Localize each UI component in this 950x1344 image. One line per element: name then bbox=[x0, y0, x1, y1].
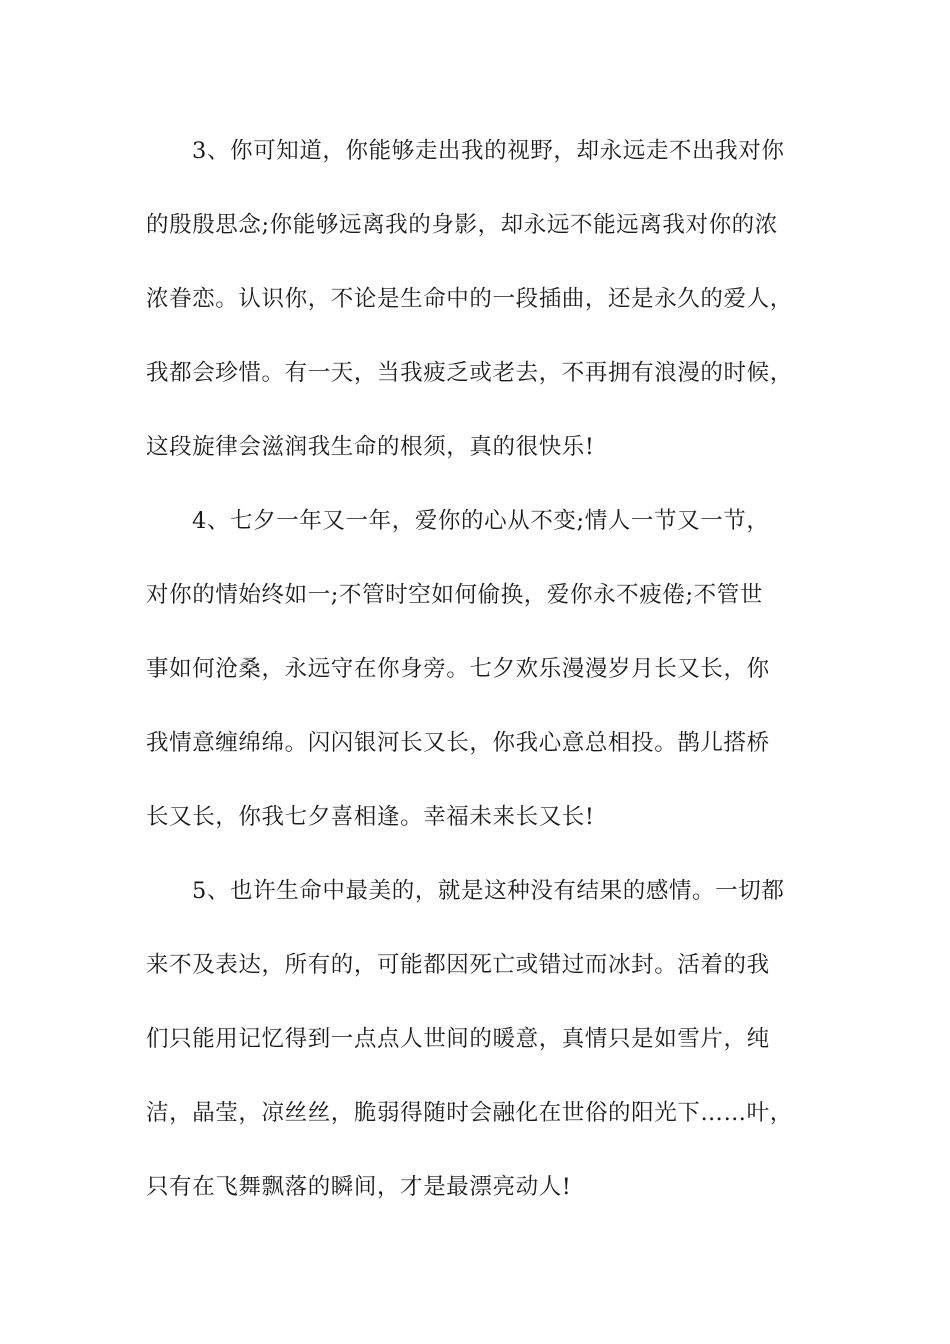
paragraph-line: 事如何沧桑，永远守在你身旁。七夕欢乐漫漫岁月长又长，你 bbox=[146, 656, 770, 682]
paragraph-line: 3、你可知道，你能够走出我的视野，却永远走不出我对你 bbox=[192, 138, 785, 164]
paragraph-line: 的殷殷思念;你能够远离我的身影，却永远不能远离我对你的浓 bbox=[146, 212, 778, 238]
paragraph-5 bbox=[146, 854, 836, 1224]
paragraph-line: 我情意缠绵绵。闪闪银河长又长，你我心意总相投。鹊儿搭桥 bbox=[146, 730, 770, 756]
paragraph-line: 们只能用记忆得到一点点人世间的暖意，真情只是如雪片，纯 bbox=[146, 1026, 770, 1052]
paragraph-4 bbox=[146, 484, 836, 854]
paragraph-line: 只有在飞舞飘落的瞬间，才是最漂亮动人! bbox=[146, 1174, 572, 1200]
paragraph-line: 来不及表达，所有的，可能都因死亡或错过而冰封。活着的我 bbox=[146, 952, 770, 978]
paragraph-line: 我都会珍惜。有一天，当我疲乏或老去，不再拥有浪漫的时候， bbox=[146, 360, 793, 386]
paragraph-line: 洁，晶莹，凉丝丝，脆弱得随时会融化在世俗的阳光下……叶， bbox=[146, 1100, 793, 1126]
paragraph-line: 浓眷恋。认识你，不论是生命中的一段插曲，还是永久的爱人， bbox=[146, 286, 793, 312]
paragraph-line: 对你的情始终如一;不管时空如何偷换，爱你永不疲倦;不管世 bbox=[146, 582, 763, 608]
paragraph-line: 5、也许生命中最美的，就是这种没有结果的感情。一切都 bbox=[192, 878, 785, 904]
paragraph-3 bbox=[146, 114, 836, 484]
paragraph-line: 这段旋律会滋润我生命的根须，真的很快乐! bbox=[146, 434, 595, 460]
paragraph-line: 长又长，你我七夕喜相逢。幸福未来长又长! bbox=[146, 804, 595, 830]
paragraph-line: 4、七夕一年又一年，爱你的心从不变;情人一节又一节， bbox=[192, 508, 770, 534]
